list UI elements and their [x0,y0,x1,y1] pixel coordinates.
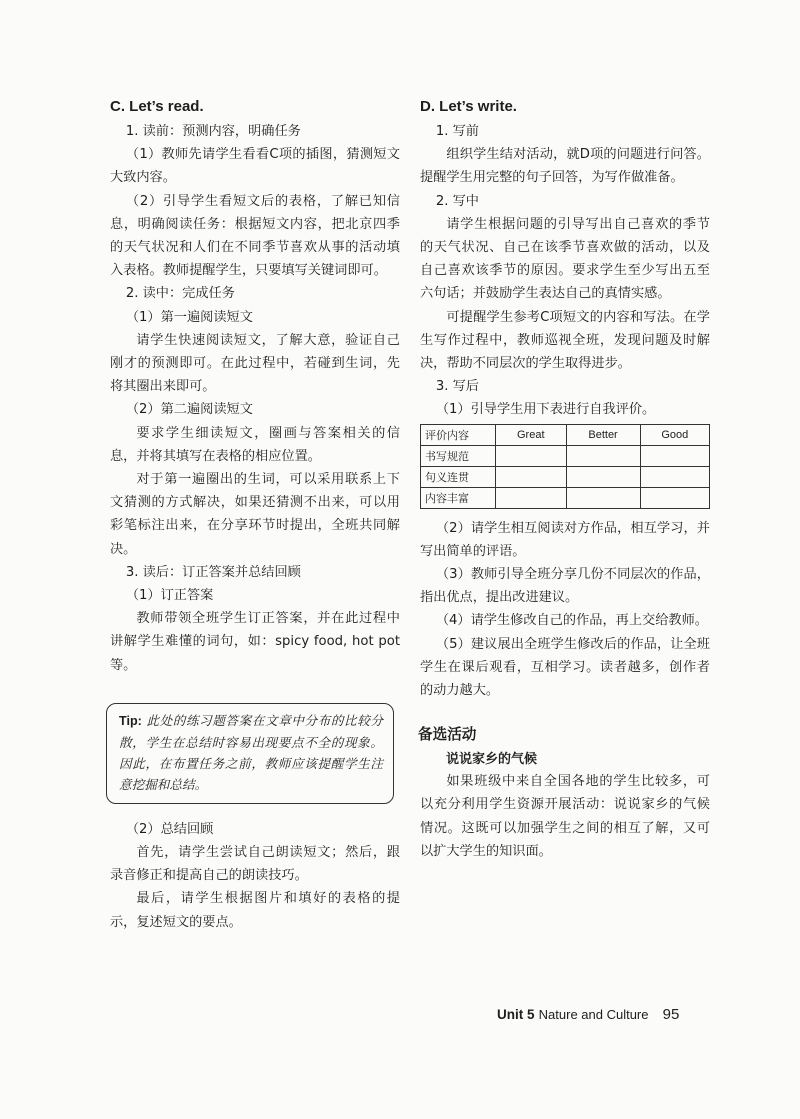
paragraph: （2）引导学生看短文后的表格，了解已知信息，明确阅读任务：根据短文内容，把北京四季的天气状况和人们在不同季节喜欢从事的活动填入表格。教师提醒学生，只要填写关键词即可。 [110,193,400,279]
section-c-heading: C. Let’s read. [110,98,204,115]
paragraph: 1. 读前：预测内容，明确任务 [125,124,301,139]
paragraph: 教师带领全班学生订正答案，并在此过程中讲解学生难懂的词句，如：spicy food, hot pot等。 [110,611,400,673]
table-row-label: 内容丰富 [421,487,496,508]
paragraph: （1）第一遍阅读短文 [125,309,253,325]
table-cell [566,466,640,487]
paragraph: 最后，请学生根据图片和填好的表格的提示，复述短文的要点。 [110,891,400,930]
paragraph: 请学生根据问题的引导写出自己喜欢的季节的天气状况、自己在该季节喜欢做的活动，以及自己喜欢该季节的原因。要求学生至少写出五至六句话；并鼓励学生表达自己的真情实感。 [420,216,710,302]
paragraph: （3）教师引导全班分享几份不同层次的作品，指出优点，提出改进建议。 [420,567,710,606]
section-d-heading: D. Let’s write. [420,98,517,115]
table-header-cell: Good [640,424,709,445]
footer-title: Nature and Culture [538,1007,649,1022]
table-row [421,466,710,487]
table-header-row [421,424,710,445]
alternative-activity-subtitle: 说说家乡的气候 [446,752,538,768]
page-number: 95 [662,1006,680,1023]
paragraph: （1）教师先请学生看看C项的插图，猜测短文大致内容。 [110,147,400,186]
table-row-label: 书写规范 [421,445,496,466]
table-row-label: 句义连贯 [421,466,496,487]
paragraph: 2. 写中 [435,193,479,209]
table-cell [496,445,567,466]
table-cell [496,487,567,508]
right-column [420,96,710,863]
table-cell [496,466,567,487]
paragraph: （2）总结回顾 [125,821,214,837]
left-column [110,96,400,934]
paragraph: （1）订正答案 [125,588,214,604]
paragraph: 请学生快速阅读短文，了解大意，验证自己刚才的预测即可。在此过程中，若碰到生词，先将其圈出来即可。 [110,332,400,395]
table-header-cell: 评价内容 [421,424,496,445]
paragraph: 可提醒学生参考C项短文的内容和写法。在学生写作过程中，教师巡视全班，发现问题及时解决，帮助不同层次的学生取得进步。 [420,309,710,372]
paragraph: 首先，请学生尝试自己朗读短文；然后，跟录音修正和提高自己的朗读技巧。 [110,845,400,884]
paragraph: 要求学生细读短文，圈画与答案相关的信息，并将其填写在表格的相应位置。 [110,425,400,464]
paragraph: （5）建议展出全班学生修改后的作品，让全班学生在课后观看，互相学习。读者越多，创作者的动力越大。 [420,636,710,699]
table-cell [640,466,709,487]
tip-text: 此处的练习题答案在文章中分布的比较分散，学生在总结时容易出现要点不全的现象。因此，在布置任务之前，教师应该提醒学生注意挖掘和总结。 [119,712,383,792]
footer-unit: Unit 5 [497,1007,535,1022]
table-row [421,487,710,508]
table-row [421,445,710,466]
table-header-cell: Great [496,424,567,445]
paragraph: （1）引导学生用下表进行自我评价。 [435,402,656,418]
paragraph: 3. 读后：订正答案并总结回顾 [125,564,301,580]
self-evaluation-table [420,424,710,509]
alternative-activity-title: 备选活动 [418,726,477,744]
table-cell [566,487,640,508]
paragraph: 3. 写后 [435,379,479,395]
table-cell [566,445,640,466]
paragraph: 对于第一遍圈出的生词，可以采用联系上下文猜测的方式解决，如果还猜测不出来，可以用彩笔标注出来，在分享环节时提出，全班共同解决。 [110,472,400,557]
paragraph: （4）请学生修改自己的作品，再上交给教师。 [435,613,708,629]
page-footer [497,1006,679,1023]
tip-box [106,703,394,804]
paragraph: （2）请学生相互阅读对方作品，相互学习，并写出简单的评语。 [420,520,710,559]
paragraph: 2. 读中：完成任务 [125,286,235,302]
paragraph: 1. 写前 [435,124,479,139]
paragraph: 如果班级中来自全国各地的学生比较多，可以充分利用学生资源开展活动：说说家乡的气候情况。这既可以加强学生之间的相互了解，又可以扩大学生的知识面。 [420,774,710,859]
table-cell [640,487,709,508]
paragraph: 组织学生结对活动，就D项的问题进行问答。提醒学生用完整的句子回答，为写作做准备。 [420,147,710,186]
table-cell [640,445,709,466]
paragraph: （2）第二遍阅读短文 [125,402,253,418]
table-header-cell: Better [566,424,640,445]
tip-label: Tip: [119,713,142,728]
